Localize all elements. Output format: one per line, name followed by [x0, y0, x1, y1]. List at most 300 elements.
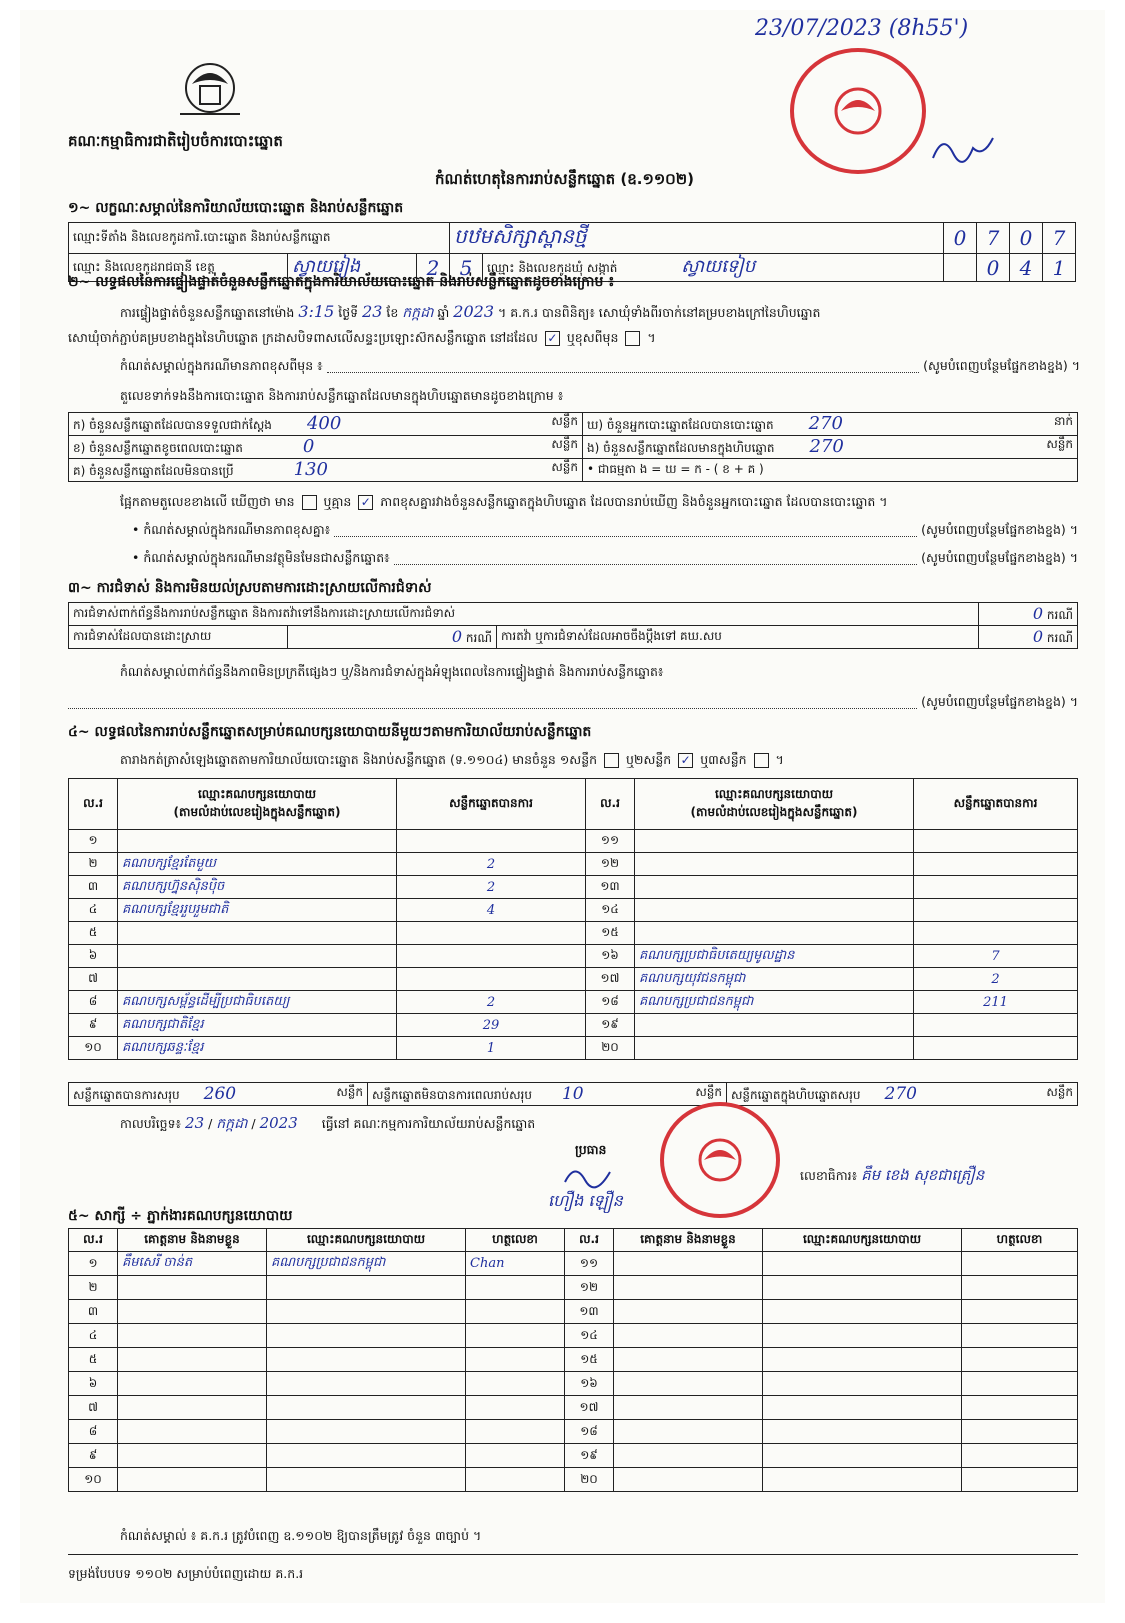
- s2-bullet1: [132, 522, 1078, 541]
- s4-votes-table: [68, 778, 1078, 1060]
- s4-row-party: [118, 830, 397, 853]
- section3-table: [68, 602, 1078, 649]
- s5-row-name: [118, 1276, 267, 1300]
- s4-total-valid-value: 260: [203, 1083, 237, 1104]
- one-sheet-checkbox[interactable]: [604, 753, 619, 768]
- s4-row-party: [635, 1014, 914, 1037]
- secretary-name: គឹម ខេង សុខជាត្រឿន: [861, 1166, 985, 1184]
- s5-witness-row: [69, 1300, 1078, 1324]
- s2-left-label: ក) ចំនួនសន្លឹកឆ្នោតដែលបានទទួលជាក់ស្តែង: [73, 418, 272, 432]
- s4-row-no: ១: [69, 830, 118, 853]
- s4-row-no: ៤: [69, 899, 118, 922]
- s5-row-name: [118, 1300, 267, 1324]
- s4-row-no: ១៣: [586, 876, 635, 899]
- s5-row-sign: [466, 1444, 565, 1468]
- s2-para1-c: ខែ: [386, 305, 399, 320]
- s2-right-label: ង) ចំនួនសន្លឹកឆ្នោតដែលមានក្នុងហិបឆ្នោត: [587, 441, 775, 455]
- no-difference-checkbox[interactable]: ✓: [358, 495, 373, 510]
- s4-vote-row: [69, 945, 1078, 968]
- s1-commune-digit: 4: [1010, 254, 1043, 282]
- s5-col-name: គោត្តនាម និងនាមខ្លួន: [614, 1229, 763, 1252]
- s5-col-party: ឈ្មោះគណបក្សនយោបាយ: [763, 1229, 962, 1252]
- s1-province-digit: 2: [417, 254, 450, 282]
- s4-row-no: ១២: [586, 853, 635, 876]
- s4-row-votes: 4: [397, 899, 586, 922]
- s4-row-no: ២០: [586, 1037, 635, 1060]
- s4-row-no: ២: [69, 853, 118, 876]
- three-sheets-checkbox[interactable]: [754, 753, 769, 768]
- different-checkbox[interactable]: [625, 331, 640, 346]
- section3-title: ៣~ ការជំទាស់ និងការមិនយល់ស្របតាមការដោះស្រាយលើការជំទាស់: [68, 580, 432, 596]
- s5-row-no: ១៤: [565, 1324, 614, 1348]
- s4-col-no: ល.រ: [586, 779, 635, 830]
- s5-row-no: ១២: [565, 1276, 614, 1300]
- s5-witness-row: [69, 1468, 1078, 1492]
- s4-row-party: គណបក្សខ្មែររួបរួមជាតិ: [118, 899, 397, 922]
- footer-divider: [68, 1554, 1078, 1555]
- handwritten-date: 23/07/2023 (8h55'): [755, 16, 969, 41]
- s5-row-no: ១៨: [565, 1420, 614, 1444]
- s5-row-name: [614, 1300, 763, 1324]
- s4-row-party: គណបក្សប្រជាធិបតេយ្យមូលដ្ឋាន: [635, 945, 914, 968]
- s5-row-name: [614, 1252, 763, 1276]
- s4-row-no: ៩: [69, 1014, 118, 1037]
- s4-row-no: ៦: [69, 945, 118, 968]
- s4-col-party-sub: (តាមលំដាប់លេខរៀងក្នុងសន្លឹកឆ្នោត): [173, 805, 341, 819]
- s4-row-party: គណបក្សខ្មែរតែមួយ: [118, 853, 397, 876]
- s4-unit: សន្លឹក: [695, 1084, 722, 1099]
- s1-code-digit: 7: [1043, 223, 1076, 254]
- s4-totals-table: [68, 1082, 1078, 1106]
- s4-col-votes: សន្លឹកឆ្នោតបានការ: [397, 779, 586, 830]
- s5-row-sign: [962, 1372, 1078, 1396]
- s2-bullet2: [132, 550, 1078, 569]
- s4-row-votes: 7: [914, 945, 1078, 968]
- s5-row-sign: [962, 1468, 1078, 1492]
- s2-formula: • ជាធម្មតា ង = ឃ = ក - ( ខ + គ ): [587, 462, 764, 476]
- s4-vote-row: [69, 991, 1078, 1014]
- s5-witness-row: [69, 1396, 1078, 1420]
- official-stamp-bottom: [660, 1102, 780, 1218]
- s4-row-party: គណបក្សហ្វ៊ុនស៊ិនប៉ិច: [118, 876, 397, 899]
- s4-row-votes: 29: [397, 1014, 586, 1037]
- s2-para3-c: ភាពខុសគ្នារវាងចំនួនសន្លឹកឆ្នោតក្នុងហិបឆ្នោត ដែលបានរាប់ឃើញ និងចំនួនអ្នកបោះឆ្នោត ដែលបានបោះឆ្នោត ។: [380, 494, 888, 509]
- s5-row-party: [763, 1348, 962, 1372]
- s4-vote-row: [69, 899, 1078, 922]
- s5-col-no: ល.រ: [69, 1229, 118, 1252]
- s3-row2-label: ការជំទាស់ដែលបានដោះស្រាយ: [69, 626, 288, 649]
- s5-row-sign: [962, 1396, 1078, 1420]
- s4-row-party: [635, 1037, 914, 1060]
- s5-row-no: ១៣: [565, 1300, 614, 1324]
- s4-date-label: កាលបរិច្ឆេទ៖: [120, 1116, 182, 1131]
- s4-col-party: [635, 779, 914, 830]
- s5-footnote: កំណត់សម្គាល់ ៖ គ.ក.រ ត្រូវបំពេញ ឧ.១១០២ ឱ្យបានត្រឹមត្រូវ ចំនួន ៣ច្បាប់ ។: [120, 1528, 482, 1543]
- s1-code-digit: 0: [1010, 223, 1043, 254]
- s5-witness-row: [69, 1348, 1078, 1372]
- s1-commune-value: ស្វាយទៀប: [681, 256, 756, 277]
- s5-witness-row: [69, 1324, 1078, 1348]
- s4-vote-row: [69, 876, 1078, 899]
- s4-row-party: គណបក្សយុវជនកម្ពុជា: [635, 968, 914, 991]
- s4-row-no: ១៦: [586, 945, 635, 968]
- s4-vote-row: [69, 1037, 1078, 1060]
- s4-row-no: ១១: [586, 830, 635, 853]
- s2-para3-a: ផ្អែកតាមតួលេខខាងលើ ឃើញថា មាន: [120, 494, 295, 509]
- s5-col-party: ឈ្មោះគណបក្សនយោបាយ: [267, 1229, 466, 1252]
- s2-para1-e: ។ គ.ក.រ បានពិនិត្យ៖ សោឃុំទាំងពីរចាក់នៅគម្របខាងក្រៅនៃហិបឆ្នោត: [497, 305, 821, 320]
- s2-left-unit: សន្លឹក: [551, 414, 578, 428]
- s1-commune-digit: 0: [977, 254, 1010, 282]
- s2-para1-b: ថ្ងៃទី: [338, 305, 359, 320]
- s4-intro-a: តារាងកត់ត្រាសំឡេងឆ្នោតតាមការិយាល័យបោះឆ្នោត និងរាប់សន្លឹកឆ្នោត (ទ.១១០៤) មានចំនួន ១សន្លឹក: [120, 752, 598, 767]
- s1-code-digit: 7: [977, 223, 1010, 254]
- s5-row-no: ៦: [69, 1372, 118, 1396]
- s5-row-party: [267, 1276, 466, 1300]
- s5-row-name: [118, 1396, 267, 1420]
- s3-row2-value: 0: [451, 626, 463, 646]
- s4-col-party-label: ឈ្មោះគណបក្សនយោបាយ: [197, 787, 317, 801]
- s4-row-party: គណបក្សជាតិខ្មែរ: [118, 1014, 397, 1037]
- s5-row-name: [614, 1276, 763, 1300]
- s4-unit: សន្លឹក: [1046, 1084, 1073, 1099]
- s2-year-value: 2023: [453, 302, 494, 321]
- s4-row-votes: [914, 1037, 1078, 1060]
- s4-intro-end: ។: [775, 752, 784, 767]
- s5-row-name: [614, 1420, 763, 1444]
- s5-col-name: គោត្តនាម និងនាមខ្លួន: [118, 1229, 267, 1252]
- s5-row-name: [118, 1348, 267, 1372]
- s5-row-party: [267, 1420, 466, 1444]
- s4-total-invalid-value: 10: [561, 1083, 584, 1104]
- s4-row-party: [118, 968, 397, 991]
- s4-unit: សន្លឹក: [336, 1084, 363, 1099]
- s5-row-party: [763, 1324, 962, 1348]
- s1-row2-label: ឈ្មោះ និងលេខកូដរាជធានី ខេត្ត: [69, 254, 288, 282]
- doc-title: កំណត់ហេតុនៃការរាប់សន្លឹកឆ្នោត (ឧ.១១០២): [435, 170, 695, 188]
- initials-signature-icon: [928, 128, 998, 174]
- s3-unit: ករណី: [465, 630, 492, 645]
- s2-left-value: 0: [302, 436, 315, 457]
- s5-row-name: [614, 1324, 763, 1348]
- s4-col-no: ល.រ: [69, 779, 118, 830]
- s2-intro: តួលេខទាក់ទងនឹងការបោះឆ្នោត និងការរាប់សន្លឹកឆ្នោតដែលមានក្នុងហិបឆ្នោតមានដូចខាងក្រោម ៖: [120, 388, 564, 403]
- s5-row-no: ៨: [69, 1420, 118, 1444]
- s4-col-party: [118, 779, 397, 830]
- s4-row-votes: [397, 922, 586, 945]
- s2-right-unit: នាក់: [1053, 414, 1073, 428]
- s2-left-label: គ) ចំនួនសន្លឹកឆ្នោតដែលមិនបានប្រើ: [73, 464, 234, 478]
- s1-row1-value: បឋមសិក្សាស្ពានថ្មី: [450, 223, 944, 254]
- s4-row-no: ១៨: [586, 991, 635, 1014]
- s1-province-value: ស្វាយរៀង: [288, 254, 417, 282]
- s2-right-unit: សន្លឹក: [1046, 437, 1073, 451]
- s4-intro: [120, 752, 784, 771]
- s5-col-no: ល.រ: [565, 1229, 614, 1252]
- s2-bullet2-label: • កំណត់សម្គាល់ក្នុងករណីមានវត្ថុមិនមែនជាសន្លឹកឆ្នោត៖: [132, 550, 390, 565]
- s3-note-line[interactable]: [68, 694, 917, 709]
- s4-date-month: កក្កដា: [216, 1116, 248, 1132]
- s4-vote-row: [69, 922, 1078, 945]
- s5-row-no: ១១: [565, 1252, 614, 1276]
- s2-bullet1-label: • កំណត់សម្គាល់ក្នុងករណីមានភាពខុសគ្នា៖: [132, 522, 331, 537]
- s4-row-no: ៥: [69, 922, 118, 945]
- s4-row-party: [635, 853, 914, 876]
- s2-bullet2-hint: (សូមបំពេញបន្ថែមផ្នែកខាងខ្នង) ។: [921, 550, 1078, 565]
- s5-row-party: [763, 1276, 962, 1300]
- s2-para1-d: ឆ្នាំ: [437, 305, 450, 320]
- org-name: គណៈកម្មាធិការជាតិរៀបចំការបោះឆ្នោត: [68, 132, 283, 150]
- s5-row-no: ២: [69, 1276, 118, 1300]
- s5-row-party: [763, 1372, 962, 1396]
- secretary-label: លេខាធិការ៖: [800, 1168, 858, 1183]
- s5-row-name: [118, 1444, 267, 1468]
- s5-row-no: ១: [69, 1252, 118, 1276]
- s4-row-votes: 2: [397, 876, 586, 899]
- s5-witness-row: [69, 1444, 1078, 1468]
- s2-left-label: ខ) ចំនួនសន្លឹកឆ្នោតខូចពេលបោះឆ្នោត: [73, 441, 243, 455]
- s5-row-name: [614, 1468, 763, 1492]
- s4-row-no: ១៥: [586, 922, 635, 945]
- s4-intro-b: ឬ២សន្លឹក: [626, 752, 672, 767]
- s2-para3: [120, 494, 1080, 513]
- s4-date-year: 2023: [259, 1114, 298, 1132]
- s2-right-value: 270: [808, 413, 843, 434]
- s4-row-party: គណបក្សសម្ព័ន្ធដើម្បីប្រជាធិបតេយ្យ: [118, 991, 397, 1014]
- s5-row-sign: [466, 1324, 565, 1348]
- s4-row-party: គណបក្សប្រជាជនកម្ពុជា: [635, 991, 914, 1014]
- s2-bullet1-hint: (សូមបំពេញបន្ថែមផ្នែកខាងខ្នង) ។: [921, 522, 1078, 537]
- section2-title: ២~ លទ្ធផលនៃការផ្ទៀងផ្ទាត់ចំនួនសន្លឹកឆ្នោតក្នុងការិយាល័យបោះឆ្នោត និងរាប់សន្លឹកឆ្នោតដូចខាងក្រោម ៖: [68, 274, 615, 290]
- s1-code-digit: 0: [944, 223, 977, 254]
- s4-date-day: 23: [185, 1114, 205, 1132]
- s4-row-no: ៧: [69, 968, 118, 991]
- s2-day-value: 23: [362, 302, 383, 321]
- s2-note-hint: (សូមបំពេញបន្ថែមផ្នែកខាងខ្នង) ។: [923, 358, 1080, 373]
- s5-row-sign: [962, 1276, 1078, 1300]
- s4-row-votes: [914, 876, 1078, 899]
- s4-col-party-sub: (តាមលំដាប់លេខរៀងក្នុងសន្លឹកឆ្នោត): [690, 805, 858, 819]
- s2-figures-row: [69, 436, 1078, 459]
- s4-intro-c: ឬ៣សន្លឹក: [700, 752, 747, 767]
- s4-row-votes: [397, 830, 586, 853]
- s3-row1-label: ការជំទាស់ពាក់ព័ន្ធនឹងការរាប់សន្លឹកឆ្នោត និងការតវ៉ាទៅនឹងការដោះស្រាយលើការជំទាស់: [69, 603, 979, 626]
- s5-row-sign: [466, 1372, 565, 1396]
- s5-row-name: [614, 1372, 763, 1396]
- s4-vote-row: [69, 830, 1078, 853]
- nec-emblem-icon: [170, 58, 250, 120]
- s5-row-sign: [466, 1396, 565, 1420]
- s5-row-no: ១៧: [565, 1396, 614, 1420]
- s5-witness-row: [69, 1276, 1078, 1300]
- same-checkbox[interactable]: ✓: [545, 331, 560, 346]
- s5-row-no: ៧: [69, 1396, 118, 1420]
- s4-col-party-label: ឈ្មោះគណបក្សនយោបាយ: [714, 787, 834, 801]
- s3-note-hint: (សូមបំពេញបន្ថែមផ្នែកខាងខ្នង) ។: [921, 694, 1078, 709]
- s5-row-sign: [962, 1444, 1078, 1468]
- s2-para2-or: ឬខុសពីមុន: [566, 330, 619, 345]
- footer-form-note: ទម្រង់បែបបទ ១១០២ សម្រាប់បំពេញដោយ គ.ក.រ: [68, 1566, 304, 1581]
- s5-row-party: គណបក្សប្រជាជនកម្ពុជា: [267, 1252, 466, 1276]
- s3-unit: ករណី: [1046, 630, 1073, 645]
- s5-row-party: [763, 1300, 962, 1324]
- s5-row-no: ១០: [69, 1468, 118, 1492]
- s3-unit: ករណី: [1046, 607, 1073, 622]
- s3-note-line-row: [68, 694, 1078, 713]
- s5-row-party: [267, 1468, 466, 1492]
- chair-name: ហឿង ឡឿន: [548, 1191, 623, 1210]
- s4-row-party: [635, 899, 914, 922]
- s5-row-name: [614, 1444, 763, 1468]
- s5-row-sign: Chan: [466, 1252, 565, 1276]
- s5-witness-row: [69, 1420, 1078, 1444]
- official-stamp-top: [790, 48, 926, 174]
- s1-province-digit: 5: [450, 254, 483, 282]
- s5-row-party: [267, 1372, 466, 1396]
- s2-right-value: 270: [809, 436, 844, 457]
- s2-figures-table: [68, 412, 1078, 482]
- two-sheets-checkbox[interactable]: ✓: [678, 753, 693, 768]
- s4-row-party: [635, 830, 914, 853]
- s5-row-no: ៣: [69, 1300, 118, 1324]
- s4-row-party: [118, 922, 397, 945]
- s5-row-no: ១៩: [565, 1444, 614, 1468]
- secretary-line: [800, 1166, 984, 1188]
- s2-left-unit: សន្លឹក: [551, 460, 578, 474]
- section1-title: ១~ លក្ខណៈសម្គាល់នៃការិយាល័យបោះឆ្នោត និងរាប់សន្លឹកឆ្នោត: [68, 200, 404, 216]
- s2-note-line[interactable]: [327, 358, 919, 373]
- s5-row-party: [763, 1396, 962, 1420]
- s5-row-sign: [466, 1348, 565, 1372]
- s2-month-value: កក្កដា: [402, 305, 434, 321]
- s4-row-votes: [914, 830, 1078, 853]
- s5-row-party: [267, 1348, 466, 1372]
- s4-signer-org: ធ្វើនៅ គណៈកម្មការការិយាល័យរាប់សន្លឹកឆ្នោត: [321, 1116, 536, 1131]
- s2-note-label: កំណត់សម្គាល់ក្នុងករណីមានភាពខុសពីមុន ៖: [120, 358, 323, 373]
- s5-row-name: [614, 1348, 763, 1372]
- s4-row-no: ១៩: [586, 1014, 635, 1037]
- s2-para1-a: ការផ្ទៀងផ្ទាត់ចំនួនសន្លឹកឆ្នោតនៅម៉ោង: [120, 305, 295, 320]
- s5-row-party: [763, 1252, 962, 1276]
- s4-row-no: ៣: [69, 876, 118, 899]
- s2-left-value: 130: [293, 459, 328, 480]
- s4-row-party: [118, 945, 397, 968]
- s5-witness-row: [69, 1252, 1078, 1276]
- chair-signature-icon: [560, 1160, 620, 1194]
- s4-row-votes: [914, 922, 1078, 945]
- s2-note: [120, 358, 1080, 377]
- s5-row-no: ៤: [69, 1324, 118, 1348]
- s5-row-party: [267, 1300, 466, 1324]
- s2-para2-text: សោឃុំចាក់ភ្ជាប់គម្របខាងក្នុងនៃហិបឆ្នោត ក្រដាសបិទពាសលើសន្ទះប្រឡោះស៊កសន្លឹកឆ្នោត នៅដដែល: [68, 330, 538, 345]
- s4-row-no: ១០: [69, 1037, 118, 1060]
- s4-row-no: ៨: [69, 991, 118, 1014]
- s2-right-label: ឃ) ចំនួនអ្នកបោះឆ្នោតដែលបានបោះឆ្នោត: [587, 418, 774, 432]
- s5-row-name: [118, 1468, 267, 1492]
- s4-vote-row: [69, 853, 1078, 876]
- s4-vote-row: [69, 968, 1078, 991]
- s5-row-sign: [466, 1468, 565, 1492]
- s4-row-party: [635, 922, 914, 945]
- s5-row-name: [118, 1420, 267, 1444]
- s3-row1-value: 0: [1032, 603, 1044, 623]
- s1-row1-label: ឈ្មោះទីតាំង និងលេខកូដការិ.បោះឆ្នោត និងរាប់សន្លឹកឆ្នោត: [69, 223, 450, 254]
- s5-row-no: ១៦: [565, 1372, 614, 1396]
- s2-para3-b: ឬគ្មាន: [323, 494, 352, 509]
- s4-row-no: ១៤: [586, 899, 635, 922]
- s5-row-sign: [962, 1252, 1078, 1276]
- s4-row-votes: 2: [397, 853, 586, 876]
- s2-figures-row: [69, 459, 1078, 482]
- s5-row-sign: [466, 1420, 565, 1444]
- s1-commune-label: ឈ្មោះ និងលេខកូដឃុំ សង្កាត់: [487, 261, 618, 275]
- s5-col-sign: ហត្ថលេខា: [466, 1229, 565, 1252]
- s2-left-unit: សន្លឹក: [551, 437, 578, 451]
- s3-row2-right-value: 0: [1032, 626, 1044, 646]
- s4-row-votes: 211: [914, 991, 1078, 1014]
- s4-vote-row: [69, 1014, 1078, 1037]
- s5-row-name: [118, 1372, 267, 1396]
- s5-row-party: [763, 1420, 962, 1444]
- document-page: [20, 10, 1105, 1603]
- s5-row-party: [267, 1324, 466, 1348]
- section4-title: ៤~ លទ្ធផលនៃការរាប់សន្លឹកឆ្នោតសម្រាប់គណបក្សនយោបាយនីមួយៗតាមការិយាល័យរាប់សន្លឹកឆ្នោត: [68, 724, 592, 740]
- s4-row-no: ១៧: [586, 968, 635, 991]
- s5-row-no: ១៥: [565, 1348, 614, 1372]
- s4-total-valid-label: សន្លឹកឆ្នោតបានការសរុប: [73, 1087, 180, 1102]
- s3-row2-right-label: ការតវ៉ា ឬការជំទាស់ដែលអាចចឹងប្តឹងទៅ គឃ.សប: [497, 626, 979, 649]
- s4-row-votes: [914, 853, 1078, 876]
- s4-row-party: [635, 876, 914, 899]
- chair-label: ប្រធាន: [575, 1142, 607, 1157]
- s5-witness-table: [68, 1228, 1078, 1492]
- s2-para1: [120, 302, 1080, 324]
- s5-row-name: [118, 1324, 267, 1348]
- s4-row-votes: 2: [914, 968, 1078, 991]
- s5-row-sign: [962, 1348, 1078, 1372]
- s5-row-no: ៩: [69, 1444, 118, 1468]
- s4-row-votes: [914, 899, 1078, 922]
- s5-row-party: [267, 1444, 466, 1468]
- s5-row-no: ២០: [565, 1468, 614, 1492]
- s2-figures-row: [69, 413, 1078, 436]
- s4-row-votes: [914, 1014, 1078, 1037]
- s2-time-value: 3:15: [298, 302, 335, 321]
- s4-total-invalid-label: សន្លឹកឆ្នោតមិនបានការពេលរាប់សរុប: [372, 1087, 532, 1102]
- s5-row-party: [763, 1468, 962, 1492]
- s4-row-votes: 1: [397, 1037, 586, 1060]
- s4-col-votes: សន្លឹកឆ្នោតបានការ: [914, 779, 1078, 830]
- s5-row-party: [763, 1444, 962, 1468]
- has-difference-checkbox[interactable]: [302, 495, 317, 510]
- s5-row-party: [267, 1396, 466, 1420]
- s4-row-party: គណបក្សឆន្ទៈខ្មែរ: [118, 1037, 397, 1060]
- s2-bullet2-line[interactable]: [394, 550, 918, 565]
- s2-left-value: 400: [306, 413, 342, 434]
- s3-note: កំណត់សម្គាល់ពាក់ព័ន្ធនឹងភាពមិនប្រក្រតីផ្សេងៗ ឬ/និងការជំទាស់ក្នុងអំឡុងពេលនៃការផ្ទៀងផ្ទាត់ និងការរាប់សន្លឹកឆ្នោត៖: [120, 664, 664, 679]
- s4-row-votes: [397, 945, 586, 968]
- s4-date-line: កាលបរិច្ឆេទ៖ 23 / កក្កដា / 2023 ធ្វើនៅ គណៈកម្មការការិយាល័យរាប់សន្លឹកឆ្នោត: [120, 1114, 536, 1132]
- s2-bullet1-line[interactable]: [334, 522, 917, 537]
- s5-row-sign: [962, 1324, 1078, 1348]
- s4-total-box-value: 270: [884, 1083, 917, 1104]
- s5-row-sign: [962, 1420, 1078, 1444]
- s5-row-sign: [962, 1300, 1078, 1324]
- s5-witness-row: [69, 1372, 1078, 1396]
- section5-title: ៥~ សាក្សី ÷ ភ្នាក់ងារគណបក្សនយោបាយ: [68, 1208, 293, 1224]
- s2-para2: សោឃុំចាក់ភ្ជាប់គម្របខាងក្នុងនៃហិបឆ្នោត ក្រដាសបិទពាសលើសន្ទះប្រឡោះស៊កសន្លឹកឆ្នោត នៅដដែល ✓ ឬខុសពីមុន ។: [68, 330, 656, 345]
- s5-row-name: គឹមសេរី ចាន់ត: [118, 1252, 267, 1276]
